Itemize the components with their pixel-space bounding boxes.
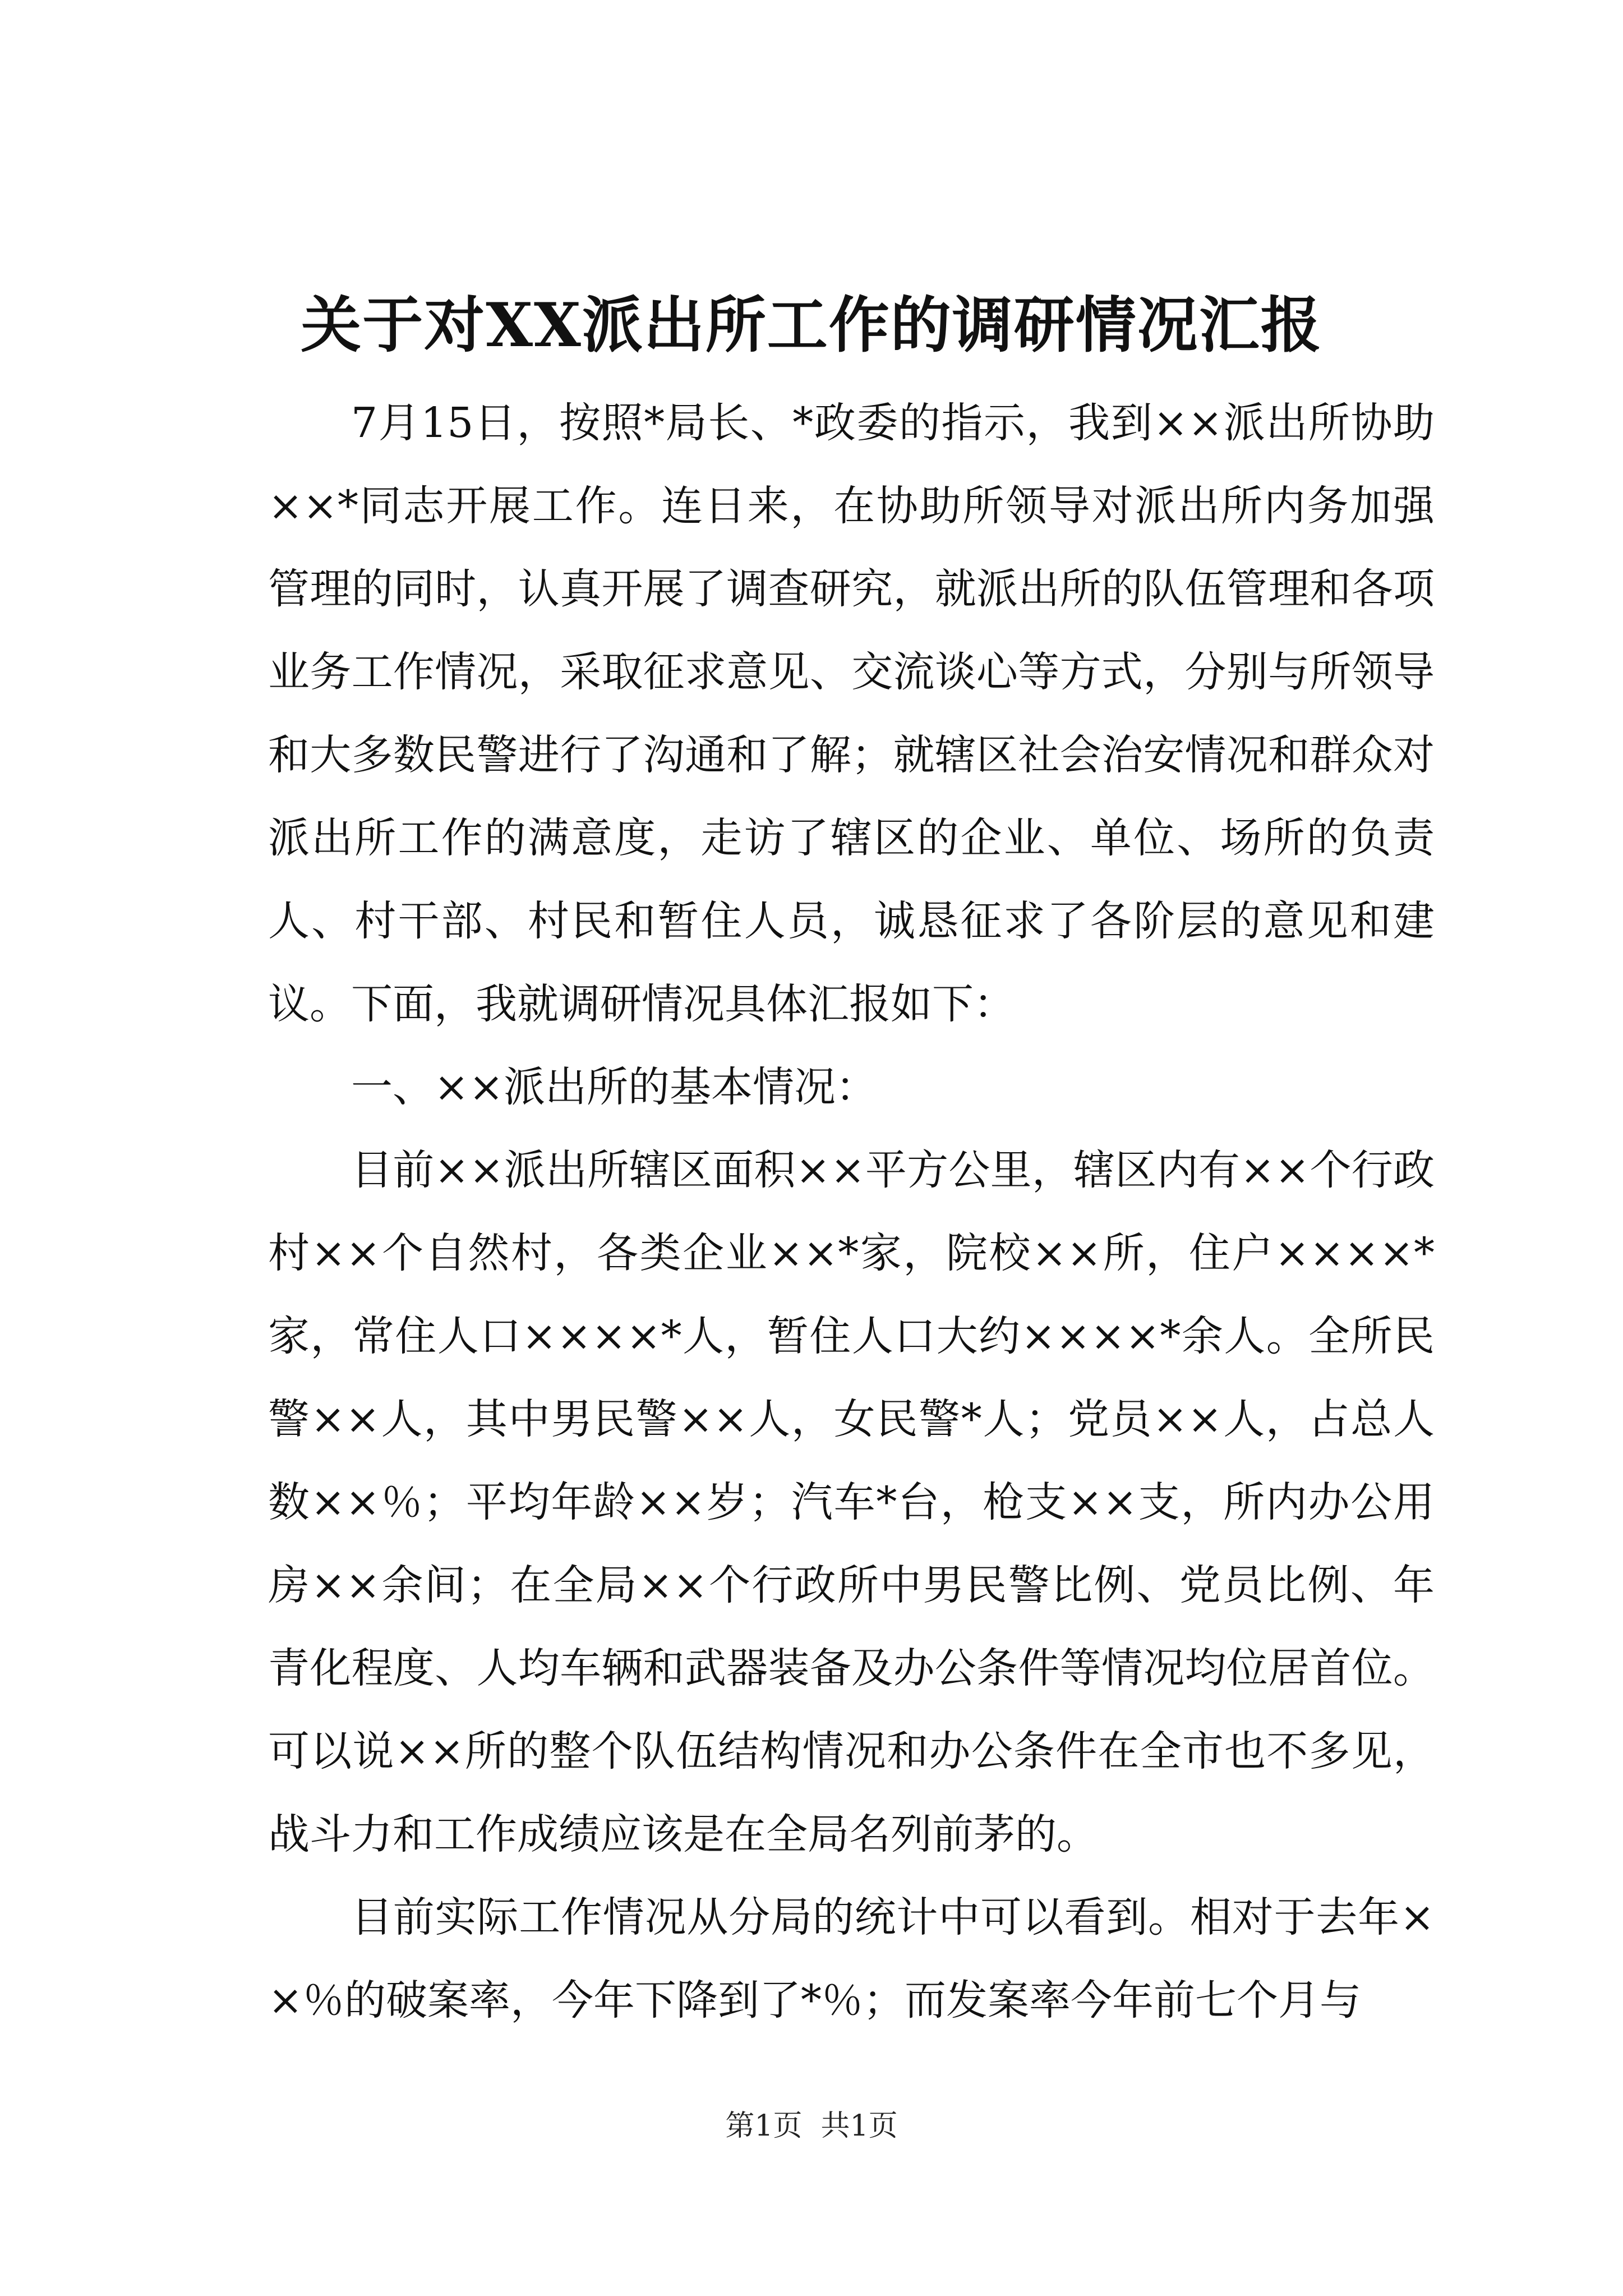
section-heading: 一、××派出所的基本情况：	[351, 1063, 878, 1111]
page-footer: 第1页 共1页	[725, 2109, 898, 2143]
paragraph-work-status: 目前实际工作情况从分局的统计中可以看到。相对于去年××％的破案率，今年下降到了*％；而发案率今年前七个月与	[268, 1893, 1435, 2024]
paragraph-basic-situation: 目前××派出所辖区面积××平方公里，辖区内有××个行政村××个自然村，各类企业××*家，院校××所，住户××××*家，常住人口××××*人，暂住人口大约××××*余人。全所民警××人，其中男民警××人，女民警*人；党员××人，占总人数××％；平均年龄××岁；汽车*台，枪支××支，所内办公用房××余间；在全局××个行政所中男民警比例、党员比例、年青化程度、人均车辆和武器装备及办公条件等情况均位居首位。可以说××所的整个队伍结构情况和办公条件在全市也不多见，战斗力和工作成绩应该是在全局名列前茅的。	[268, 1146, 1435, 1858]
document-body	[268, 381, 1435, 2042]
document-title: 关于对XX派出所工作的调研情况汇报	[301, 290, 1322, 361]
paragraph-intro: 7月15日，按照*局长、*政委的指示，我到××派出所协助××*同志开展工作。连日来，在协助所领导对派出所内务加强管理的同时，认真开展了调查研究，就派出所的队伍管理和各项业务工作情况，采取征求意见、交流谈心等方式，分别与所领导和大多数民警进行了沟通和了解；就辖区社会治安情况和群众对派出所工作的满意度，走访了辖区的企业、单位、场所的负责人、村干部、村民和暂住人员，诚恳征求了各阶层的意见和建议。下面，我就调研情况具体汇报如下：	[268, 399, 1435, 1028]
